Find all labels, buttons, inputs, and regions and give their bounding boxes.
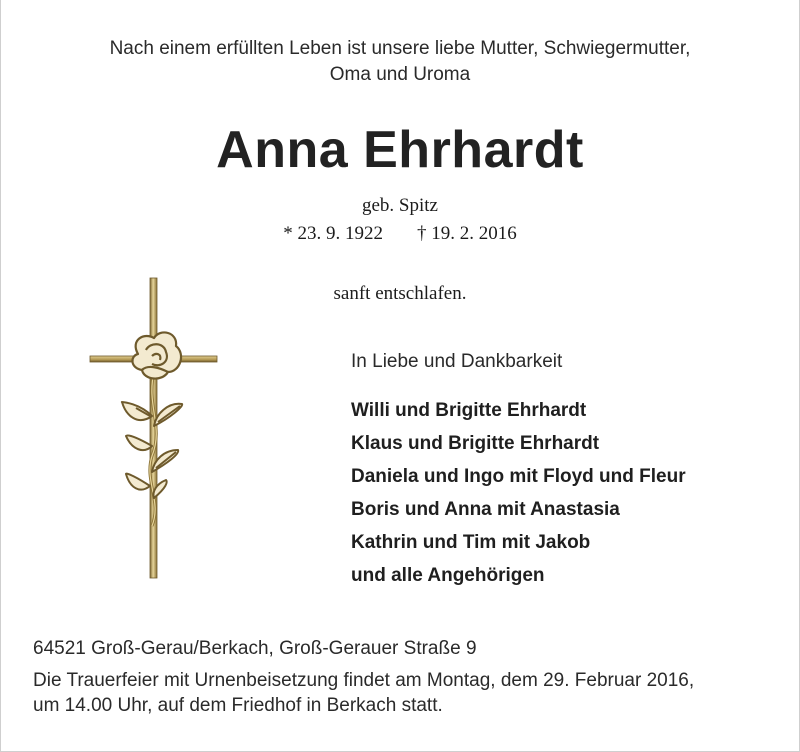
death-date: † 19. 2. 2016 <box>417 223 517 244</box>
cross-with-rose-icon <box>86 276 226 586</box>
funeral-info-line-1: Die Trauerfeier mit Urnenbeisetzung findet am Montag, dem 29. Februar 2016, <box>33 670 695 691</box>
funeral-info <box>33 668 694 718</box>
family-address: 64521 Groß-Gerau/Berkach, Groß-Gerauer Straße 9 <box>33 638 477 659</box>
list-item: Boris und Anna mit Anastasia <box>351 499 620 520</box>
intro-line-1: Nach einem erfüllten Leben ist unsere liebe Mutter, Schwiegermutter, <box>109 38 691 59</box>
list-item: Kathrin und Tim mit Jakob <box>351 532 591 553</box>
intro-text <box>0 36 800 88</box>
funeral-info-line-2: um 14.00 Uhr, auf dem Friedhof in Berkach statt. <box>33 695 443 716</box>
list-item: und alle Angehörigen <box>351 565 545 586</box>
list-item: Willi und Brigitte Ehrhardt <box>351 400 587 421</box>
birth-date: * 23. 9. 1922 <box>283 223 383 244</box>
passing-text: sanft entschlafen. <box>333 283 467 304</box>
mourners-list <box>351 394 686 592</box>
deceased-name: Anna Ehrhardt <box>216 121 584 179</box>
list-item: Klaus und Brigitte Ehrhardt <box>351 433 600 454</box>
list-item: Daniela und Ingo mit Floyd und Fleur <box>351 466 686 487</box>
life-dates <box>0 222 800 246</box>
intro-line-2: Oma und Uroma <box>329 64 471 85</box>
mourners-heading: In Liebe und Dankbarkeit <box>351 351 563 372</box>
maiden-name: geb. Spitz <box>362 195 438 216</box>
